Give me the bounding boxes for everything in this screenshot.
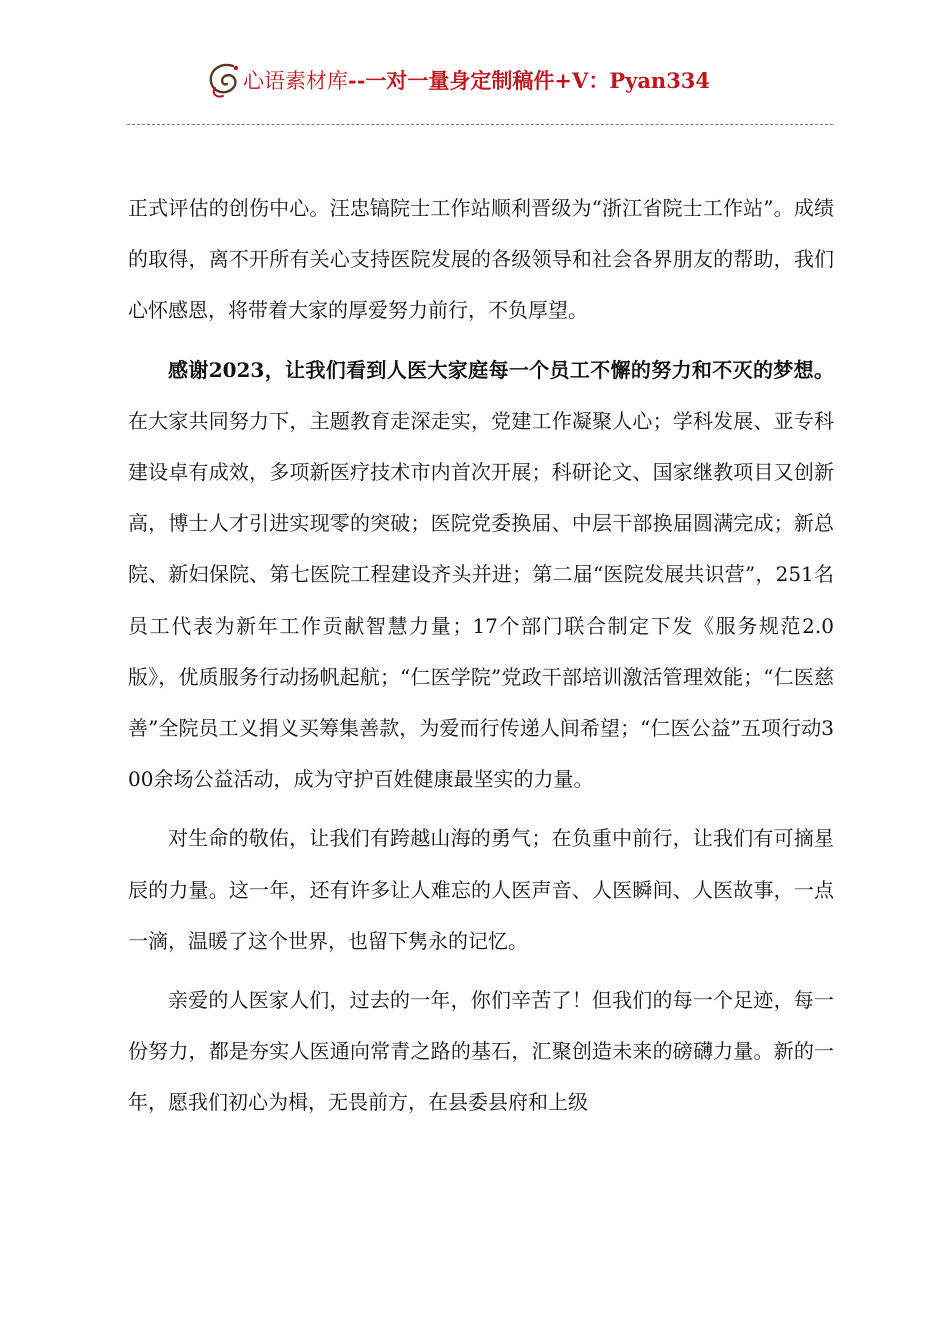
document-body bbox=[128, 183, 834, 1129]
header-divider bbox=[127, 124, 833, 125]
paragraph-text: 亲爱的人医家人们，过去的一年，你们辛苦了！但我们的每一个足迹，每一份努力，都是夯实人医通向常青之路的基石，汇聚创造未来的磅礴力量。新的一年，愿我们初心为楫，无畏前方，在县委县府和上级 bbox=[128, 988, 834, 1115]
paragraph-4 bbox=[128, 975, 834, 1129]
header-banner bbox=[203, 58, 710, 102]
header-tagline: --一对一量身定制稿件+V：Pyan334 bbox=[348, 68, 711, 93]
paragraph-3 bbox=[128, 813, 834, 967]
paragraph-2 bbox=[128, 345, 834, 806]
paragraph-text: 对生命的敬佑，让我们有跨越山海的勇气；在负重中前行，让我们有可摘星辰的力量。这一年，还有许多让人难忘的人医声音、人医瞬间、人医故事，一点一滴，温暖了这个世界，也留下隽永的记忆。 bbox=[128, 826, 834, 953]
paragraph-text: 正式评估的创伤中心。汪忠镐院士工作站顺利晋级为“浙江省院士工作站”。成绩的取得，离不开所有关心支持医院发展的各级领导和社会各界朋友的帮助，我们心怀感恩，将带着大家的厚爱努力前行，不负厚望。 bbox=[128, 196, 834, 323]
swirl-logo-icon bbox=[203, 58, 247, 102]
paragraph-1 bbox=[128, 183, 834, 337]
brand-name: 心语素材库 bbox=[243, 69, 348, 93]
paragraph-text: 在大家共同努力下，主题教育走深走实，党建工作凝聚人心；学科发展、亚专科建设卓有成效，多项新医疗技术市内首次开展；科研论文、国家继教项目又创新高，博士人才引进实现零的突破；医院党委换届、中层干部换届圆满完成；新总院、新妇保院、第七医院工程建设齐头并进；第二届“医院发展共识营”，251名员工代表为新年工作贡献智慧力量；17个部门联合制定下发《服务规范2.0版》，优质服务行动扬帆起航；“仁医学院”党政干部培训激活管理效能；“仁医慈善”全院员工义捐义买筹集善款，为爱而行传递人间希望；“仁医公益”五项行动300余场公益活动，成为守护百姓健康最坚实的力量。 bbox=[128, 408, 834, 792]
paragraph-lead: 感谢2023，让我们看到人医大家庭每一个员工不懈的努力和不灭的梦想。 bbox=[168, 357, 834, 382]
page-header bbox=[0, 58, 950, 108]
